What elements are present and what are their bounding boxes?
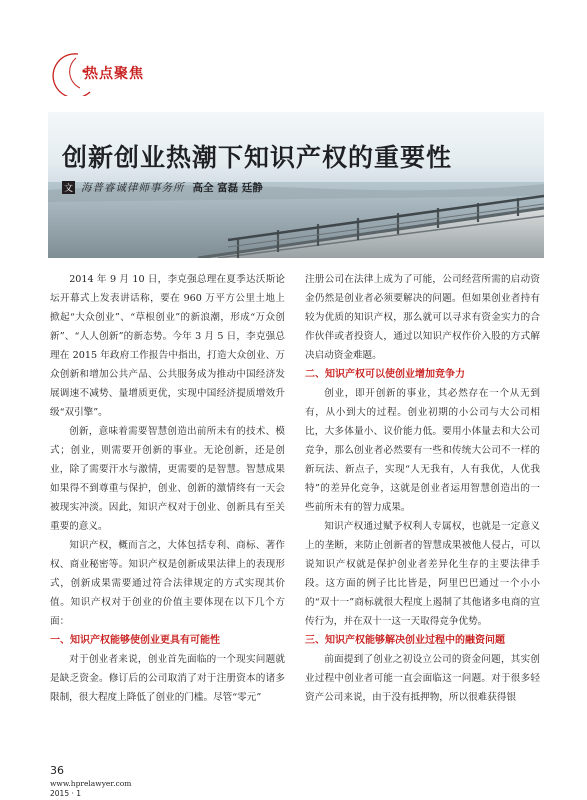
hero-banner: [48, 112, 544, 258]
paragraph: 对于创业者来说，创业首先面临的一个现实问题就是缺乏资金。修订后的公司取消了对于注册资本的诸多限制，很大程度上降低了创业的门槛。尽管“零元”: [50, 654, 285, 703]
paragraph: 创业，即开创新的事业，其必然存在一个从无到有，从小到大的过程。创业初期的小公司与大公司相比，大多体量小、议价能力低。要用小体量去和大公司竞争，那么创业者必然要有一些和传统大公司不一样的新玩法、新点子，实现“人无我有，人有我优，人优我特”的差异化竞争，这就是创业者运用智慧创造出的一些前所未有的智力成果。: [305, 388, 540, 513]
byline-mark: 文: [62, 181, 75, 194]
page-number: 36: [50, 764, 64, 777]
issue-number: 2015 · 1: [50, 789, 82, 798]
paragraph: 知识产权通过赋予权利人专属权，也就是一定意义上的垄断，来防止创新者的智慧成果被他人侵占，可以说知识产权就是保护创业者差异化生存的主要法律手段。这方面的例子比比皆是，阿里巴巴通过一个小小的“双十一”商标就很大程度上遏制了其他诸多电商的宣传行为，并在双十一这一天取得竞争优势。: [305, 521, 540, 627]
section-tag-label: 热点聚焦: [84, 66, 144, 82]
paragraph: 创新，意味着需要智慧创造出前所未有的技术、模式；创业，则需要开创新的事业。无论创新，还是创业，除了需要汗水与激情，更需要的是智慧。智慧成果如果得不到尊重与保护，创业、创新的激情终有一天会被现实冲淡。因此，知识产权对于创业、创新具有至关重要的意义。: [50, 426, 285, 532]
paragraph: 2014 年 9 月 10 日，李克强总理在夏季达沃斯论坛开幕式上发表讲话称，要在 960 万平方公里土地上掀起“大众创业”、“草根创业”的新浪潮，形成“万众创新”、“人人创新”的新态势。今年 3 月 5 日，李克强总理在 2015 年政府工作报告中指出，打造大众创业、万众创新和增加公共产品、公共服务成为推动中国经济发展调速不减势、量增质更优，实现中国经济提质增效升级“双引擎”。: [50, 274, 285, 418]
law-firm-name: 海普睿诚律师事务所: [81, 182, 185, 194]
article-title: 创新创业热潮下知识产权的重要性: [62, 143, 453, 172]
section-heading-1: 一、知识产权能够使创业更具有可能性: [50, 635, 220, 646]
section-tag: [50, 48, 170, 96]
paragraph: 前面提到了创业之初设立公司的资金问题，其实创业过程中创业者可能一直会面临这一问题。对于很多轻资产公司来说，由于没有抵押物，所以很难获得银: [305, 654, 540, 703]
paragraph: 注册公司在法律上成为了可能，公司经营所需的启动资金仍然是创业者必须要解决的问题。但如果创业者持有较为优质的知识产权，那么就可以寻求有资金实力的合作伙伴或者投资人，通过以知识产权作价入股的方式解决启动资金难题。: [305, 274, 540, 361]
paragraph: 知识产权，概而言之，大体包括专利、商标、著作权、商业秘密等。知识产权是创新成果法律上的表现形式，创新成果需要通过符合法律规定的方式实现其价值。知识产权对于创业的价值主要体现在以下几个方面：: [50, 540, 285, 627]
article-column-right: [305, 270, 540, 707]
section-heading-3: 三、知识产权能够解决创业过程中的融资问题: [305, 635, 505, 646]
section-heading-2: 二、知识产权可以使创业增加竞争力: [305, 369, 465, 380]
website-url: www.hprelawyer.com: [50, 779, 132, 788]
byline: [62, 180, 263, 195]
article-column-left: [50, 270, 285, 707]
author-names: 高全 富磊 廷静: [192, 182, 263, 194]
